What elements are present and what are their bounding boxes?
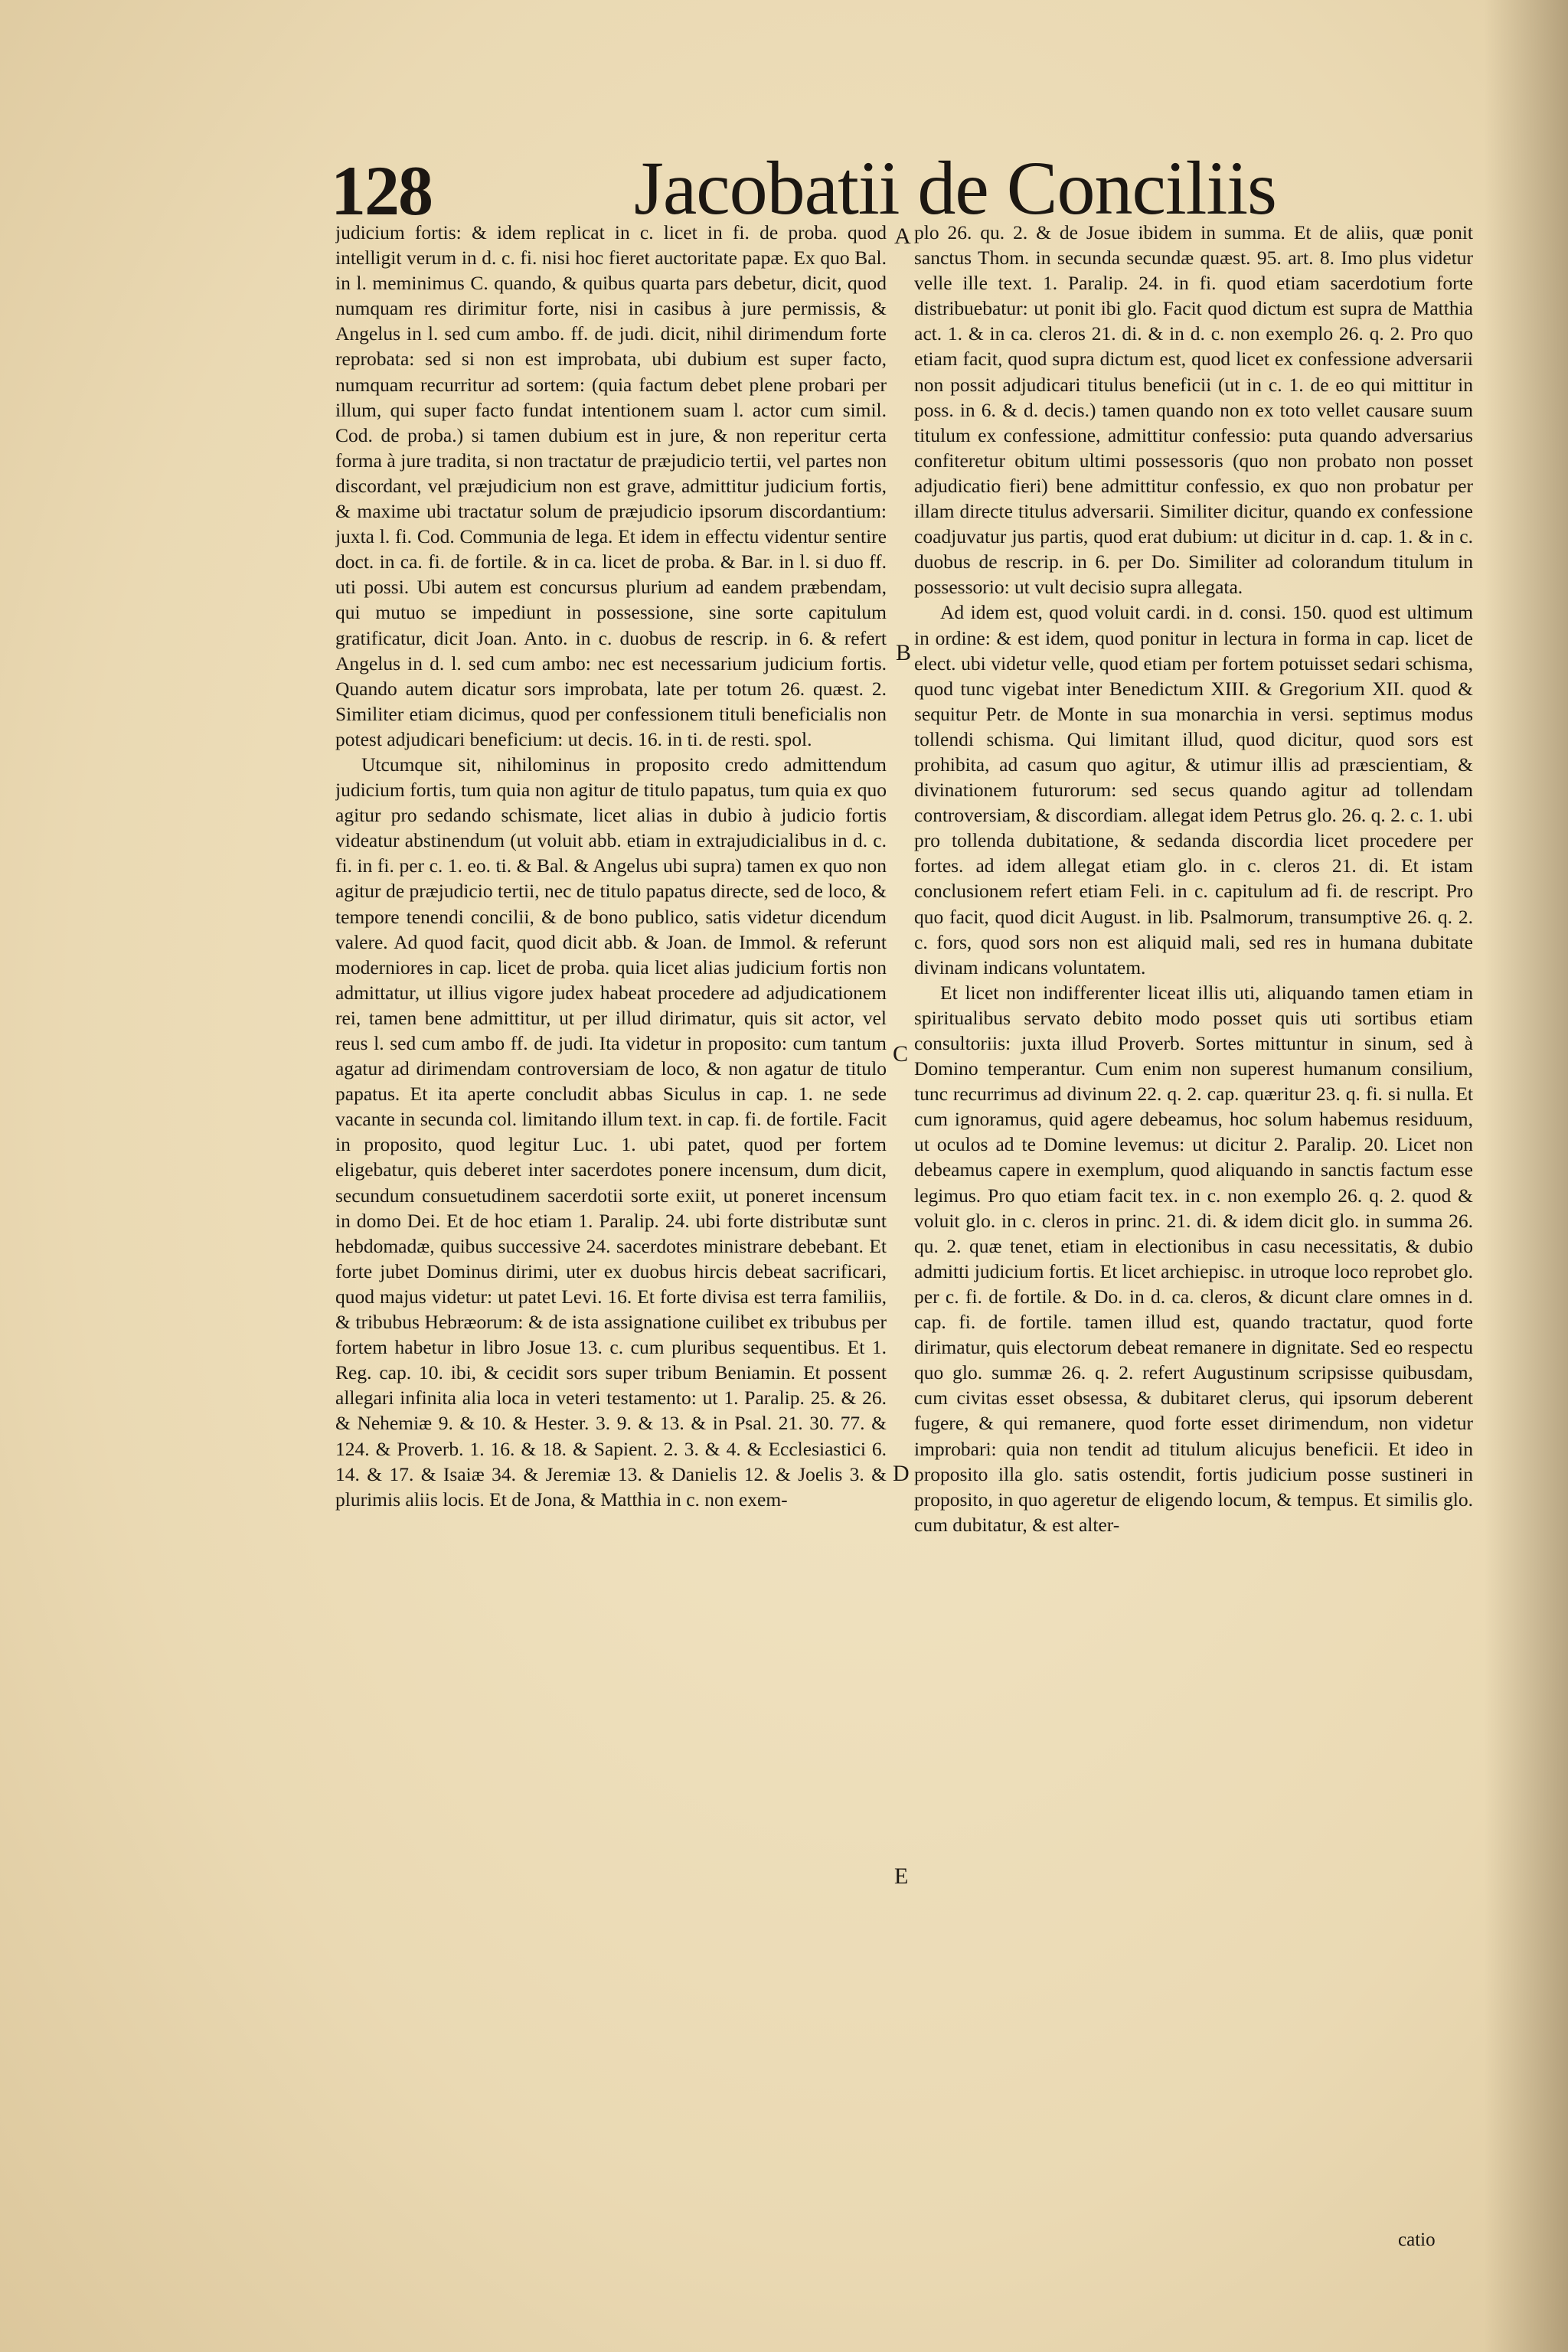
- running-title: Jacobatii de Conciliis: [634, 145, 1276, 230]
- left-paragraph-2: Utcumque sit, nihilominus in proposito credo admittendum judicium fortis, tum quia non agitur de titulo papatus, tum quia ex quo agitur pro sedando schismate, licet alias in dubio à judicio fortis videatur abstinendum (ut voluit abb. etiam in extrajudicialibus in d. c. fi. in fi. per c. 1. eo. ti. & Bal. & Angelus ubi supra) tamen ex quo non agitur de præjudicio tertii, nec de titulo papatus directe, sed de loco, & tempore tenendi concilii, & de bono publico, satis videtur dicendum valere. Ad quod facit, quod dicit abb. & Joan. de Immol. & referunt moderniores in cap. licet de proba. quia licet alias judicium fortis non admittatur, ut illius vigore judex habeat procedere ad adjudicationem rei, tamen bene admittitur, ut per illud dirimatur, quis sit actor, vel reus l. sed cum ambo ff. de judi. Ita videtur in proposito: cum tantum agatur ad dirimendam controversiam de loco, & non agatur de titulo papatus. Et ita aperte concludit abbas Siculus in cap. 1. ne sede vacante in secunda col. limitando illum text. in cap. fi. de fortile. Facit in proposito, quod legitur Luc. 1. ubi patet, quod per fortem eligebatur, quis deberet inter sacerdotes ponere incensum, dum dicit, secundum consuetudinem sacerdotii sorte exiit, ut poneret incensum in domo Dei. Et de hoc etiam 1. Paralip. 24. ubi forte distributæ sunt hebdomadæ, quibus successive 24. sacerdotes ministrare debebant. Et forte jubet Dominus dirimi, uter ex duobus hircis debeat sacrificari, quod majus videtur: ut patet Levi. 16. Et forte divisa est terra familiis, & tribubus Hebræorum: & de ista assignatione cuilibet ex tribubus per fortem habetur in libro Josue 13. c. cum pluribus sequentibus. Et 1. Reg. cap. 10. ibi, & cecidit sors super tribum Beniamin. Et possent allegari infinita alia loca in veteri testamento: ut 1. Paralip. 25. & 26. & Nehemiæ 9. & 10. & Hester. 3. 9. & 13. & in Psal. 21. 30. 77. & 124. & Proverb. 1. 16. & 18. & Sapient. 2. 3. & 4. & Ecclesiastici 6. 14. & 17. & Isaiæ 34. & Jeremiæ 13. & Danielis 12. & Joelis 3. & plurimis aliis locis. Et de Jona, & Matthia in c. non exem-: [335, 753, 887, 1511]
- right-paragraph-2: Ad idem est, quod voluit cardi. in d. consi. 150. quod est ultimum in ordine: & est idem, quod ponitur in lectura in forma in cap. licet de elect. ubi videtur velle, quod etiam per fortem potuisset sedari schisma, quod tunc vigebat inter Benedictum XIII. & Gregorium XII. quod & sequitur Petr. de Monte in sua monarchia in versi. septimus modus tollendi schisma. Qui limitant illud, quod dicitur, quod sors est prohibita, ad casum quo agitur, & utimur illis ad præscientiam, & divinationem futurorum: sed secus quando agitur ad tollendam controversiam, & discordiam. allegat idem Petrus glo. 26. q. 2. c. 1. ubi pro tollenda dubitatione, & sedanda discordia licet procedere per fortes. ad idem allegat etiam glo. in c. cleros 21. di. Et istam conclusionem refert etiam Feli. in c. capitulum ad fi. de rescript. Pro quo facit, quod dicit August. in lib. Psalmorum, transumptive 26. q. 2. c. fors, quod sors non est aliquid mali, sed res in humana dubitate divinam indicans voluntatem.: [914, 601, 1473, 978]
- margin-letter-d: D: [893, 1461, 910, 1486]
- margin-letter-a: A: [894, 224, 911, 249]
- left-column: [335, 220, 887, 2226]
- right-column: [914, 220, 1473, 2226]
- catchword: catio: [1398, 2230, 1436, 2250]
- right-paragraph-1: plo 26. qu. 2. & de Josue ibidem in summa. Et de aliis, quæ ponit sanctus Thom. in secunda secundæ quæst. 95. art. 8. Imo plus videtur velle ille text. 1. Paralip. 24. in fi. quod etiam sacerdotium forte distribuebatur: ut ponit ibi glo. Facit quod dictum est supra de Matthia act. 1. & in ca. cleros 21. di. & in d. c. non exemplo 26. q. 2. Pro quo etiam facit, quod supra dictum est, quod licet ex confessione adversarii non possit adjudicari titulus beneficii (ut in c. 1. de eo qui mittitur in poss. in 6. & d. decis.) tamen quando non ex toto vellet causare suum titulum ex confessione, admittitur confessio: puta quando adversarius confiteretur obitum ultimi possessoris (quo non probato non posset adjudicatio fieri) bene admittitur confessio, ex quo non probatur per illam directe titulus adversarii. Similiter dicitur, quando ex confessione coadjuvatur jus partis, quod erat dubium: ut dicitur in d. cap. 1. & in c. duobus de rescrip. in 6. per Do. Similiter ad colorandum titulum in possessorio: ut vult decisio supra allegata.: [914, 221, 1473, 599]
- page-number: 128: [331, 152, 432, 230]
- gutter-shadow: [1484, 0, 1568, 2352]
- margin-letter-e: E: [894, 1864, 909, 1889]
- margin-letter-c: C: [893, 1041, 909, 1067]
- left-paragraph-1: judicium fortis: & idem replicat in c. licet in fi. de proba. quod intelligit verum in d. c. fi. nisi hoc fieret auctoritate papæ. Ex quo Bal. in l. meminimus C. quando, & quibus quarta pars debetur, dicit, quod numquam res dirimitur forte, nisi in casibus à jure permissis, & Angelus in l. sed cum ambo. ff. de judi. dicit, nihil dirimendum forte reprobata: sed si non est improbata, ubi dubium est super facto, numquam recurritur ad sortem: (quia factum debet plene probari per illum, qui super facto fundat intentionem suam l. actor cum simil. Cod. de proba.) si tamen dubium est in jure, & non reperitur certa forma à jure tradita, si non tractatur de præjudicio tertii, vel partes non discordant, vel præjudicium non est grave, admittitur judicium fortis, & maxime ubi tractatur solum de præjudicio ipsorum discordantium: juxta l. fi. Cod. Communia de lega. Et idem in effectu videntur sentire doct. in ca. fi. de fortile. & in ca. licet de proba. & Bar. in l. si duo ff. uti possi. Ubi autem est concursus plurium ad eandem præbendam, qui mutuo se impediunt in possessione, sine sorte capitulum gratificatur, dicit Joan. Anto. in c. duobus de rescrip. in 6. & refert Angelus in d. l. sed cum ambo: nec est necessarium judicium fortis. Quando autem dicatur sors improbata, late per totum 26. quæst. 2. Similiter etiam dicimus, quod per confessionem tituli beneficialis non potest adjudicari beneficium: ut decis. 16. in ti. de resti. spol.: [335, 221, 887, 750]
- right-paragraph-3: Et licet non indifferenter liceat illis uti, aliquando tamen etiam in spiritualibus servato debito modo posset quis uti sortibus etiam consultoriis: juxta illud Proverb. Sortes mittuntur in sinum, sed à Domino temperantur. Cum enim non superest humanum consilium, tunc recurrimus ad divinum 22. q. 2. cap. quæritur 23. q. fi. si nulla. Et cum ignoramus, quid agere debeamus, hoc solum habemus residuum, ut oculos ad te Domine levemus: ut dicitur 2. Paralip. 20. Licet non debeamus capere in exemplum, quod aliquando in sanctis factum esse legimus. Pro quo etiam facit tex. in c. non exemplo 26. q. 2. quod & voluit glo. in c. cleros in princ. 21. di. & idem dicit glo. in summa 26. qu. 2. quæ tenet, etiam in electionibus in casu necessitatis, & dubio admitti judicium fortis. Et licet archiepisc. in utroque loco reprobet glo. per c. fi. de fortile. & Do. in d. ca. cleros, & dicunt clare omnes in d. cap. fi. de fortile. tamen illud est, quando tractatur, quod forte dirimatur, quis electorum debeat remanere in dignitate. Sed eo respectu quo glo. summæ 26. q. 2. refert Augustinum scripsisse quibusdam, cum civitas esset obsessa, & dubitaret clerus, qui ipsorum deberent fugere, & qui remanere, quod forte esset dirimendum, non videtur improbari: quia non tendit ad titulum alicujus beneficii. Et ideo in proposito illa glo. satis ostendit, fortis judicium posse sustineri in proposito, in quo ageretur de eligendo locum, & tempus. Et similis glo. cum dubitatur, & est alter-: [914, 981, 1473, 1536]
- margin-letter-b: B: [896, 640, 912, 665]
